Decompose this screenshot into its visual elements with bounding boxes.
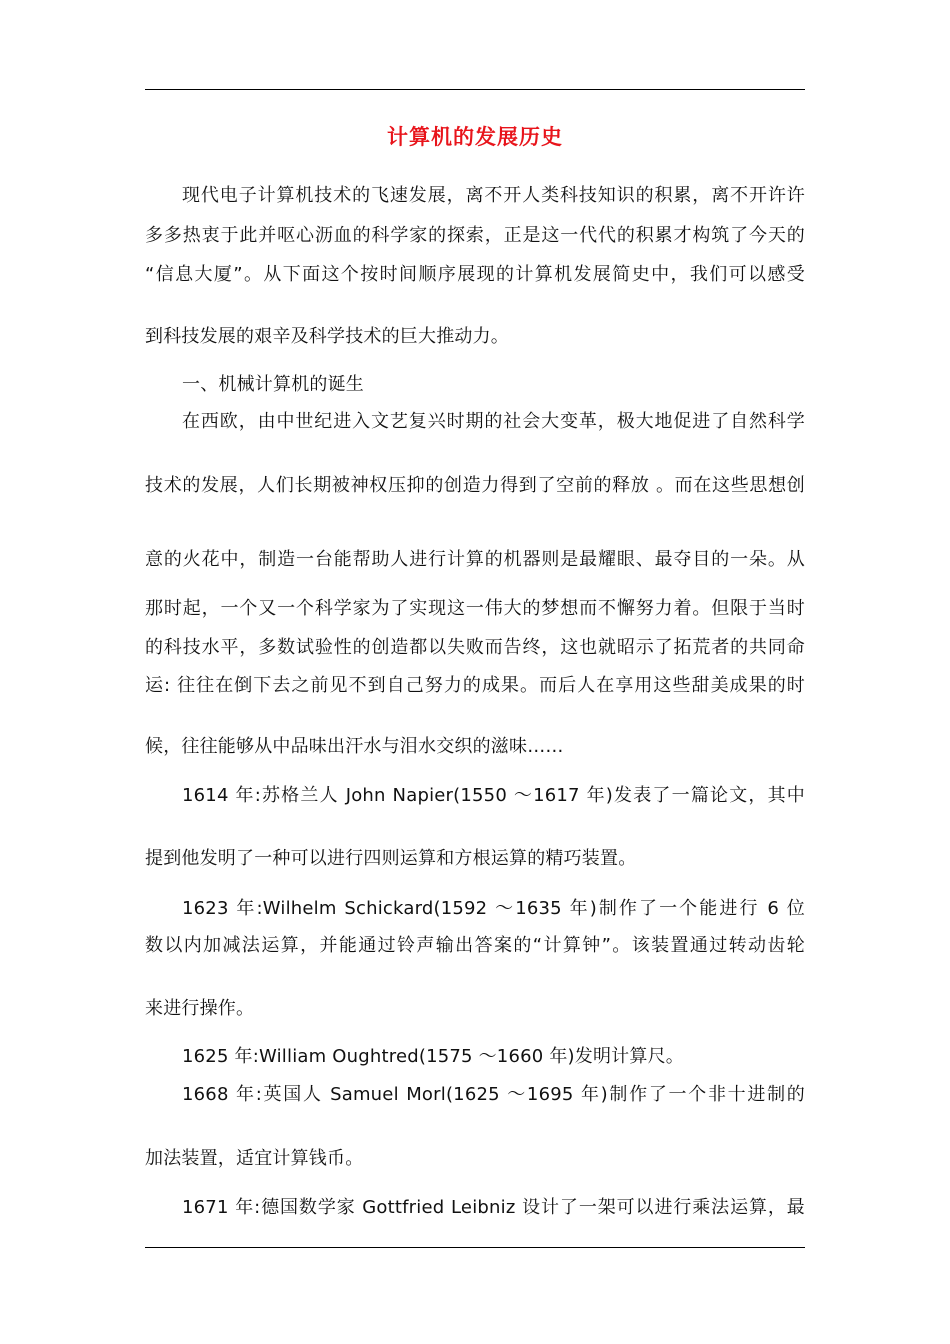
paragraph-line: 来进行操作。 bbox=[145, 998, 255, 1019]
paragraph-line: 现代电子计算机技术的飞速发展，离不开人类科技知识的积累，离不开许许 bbox=[182, 185, 805, 206]
paragraph-line: 数以内加减法运算，并能通过铃声输出答案的“计算钟”。该装置通过转动齿轮 bbox=[145, 935, 805, 956]
timeline-entry: 1668 年:英国人 Samuel Morl(1625 ～1695 年)制作了一个非十进制的 bbox=[182, 1084, 805, 1105]
paragraph-line: 提到他发明了一种可以进行四则运算和方根运算的精巧装置。 bbox=[145, 848, 637, 869]
paragraph-line: 意的火花中，制造一台能帮助人进行计算的机器则是最耀眼、最夺目的一朵。从 bbox=[145, 549, 805, 570]
timeline-entry: 1623 年:Wilhelm Schickard(1592 ～1635 年)制作了一个能进行 6 位 bbox=[182, 898, 805, 919]
header-rule bbox=[145, 89, 805, 90]
paragraph-line: 那时起，一个又一个科学家为了实现这一伟大的梦想而不懈努力着。但限于当时 bbox=[145, 598, 805, 619]
timeline-entry: 1671 年:德国数学家 Gottfried Leibniz 设计了一架可以进行乘法运算，最 bbox=[182, 1197, 805, 1218]
footer-rule bbox=[145, 1247, 805, 1248]
paragraph-line: 在西欧，由中世纪进入文艺复兴时期的社会大变革，极大地促进了自然科学 bbox=[182, 411, 805, 432]
paragraph-line: 加法装置，适宜计算钱币。 bbox=[145, 1148, 364, 1169]
timeline-entry: 1625 年:William Oughtred(1575 ～1660 年)发明计算尺。 bbox=[182, 1046, 684, 1067]
paragraph-line: “信息大厦”。从下面这个按时间顺序展现的计算机发展简史中，我们可以感受 bbox=[145, 264, 805, 285]
paragraph-line: 候，往往能够从中品味出汗水与泪水交织的滋味…… bbox=[145, 736, 564, 757]
paragraph-line: 运: 往往在倒下去之前见不到自己努力的成果。而后人在享用这些甜美成果的时 bbox=[145, 675, 805, 696]
document-title: 计算机的发展历史 bbox=[387, 125, 563, 149]
paragraph-line: 多多热衷于此并呕心沥血的科学家的探索，正是这一代代的积累才构筑了今天的 bbox=[145, 225, 805, 246]
paragraph-line: 到科技发展的艰辛及科学技术的巨大推动力。 bbox=[145, 326, 509, 347]
paragraph-line: 的科技水平，多数试验性的创造都以失败而告终，这也就昭示了拓荒者的共同命 bbox=[145, 637, 805, 658]
section-heading: 一、机械计算机的诞生 bbox=[182, 374, 364, 395]
timeline-entry: 1614 年:苏格兰人 John Napier(1550 ～1617 年)发表了一篇论文，其中 bbox=[182, 785, 805, 806]
paragraph-line: 技术的发展，人们长期被神权压抑的创造力得到了空前的释放 。而在这些思想创 bbox=[145, 475, 805, 496]
